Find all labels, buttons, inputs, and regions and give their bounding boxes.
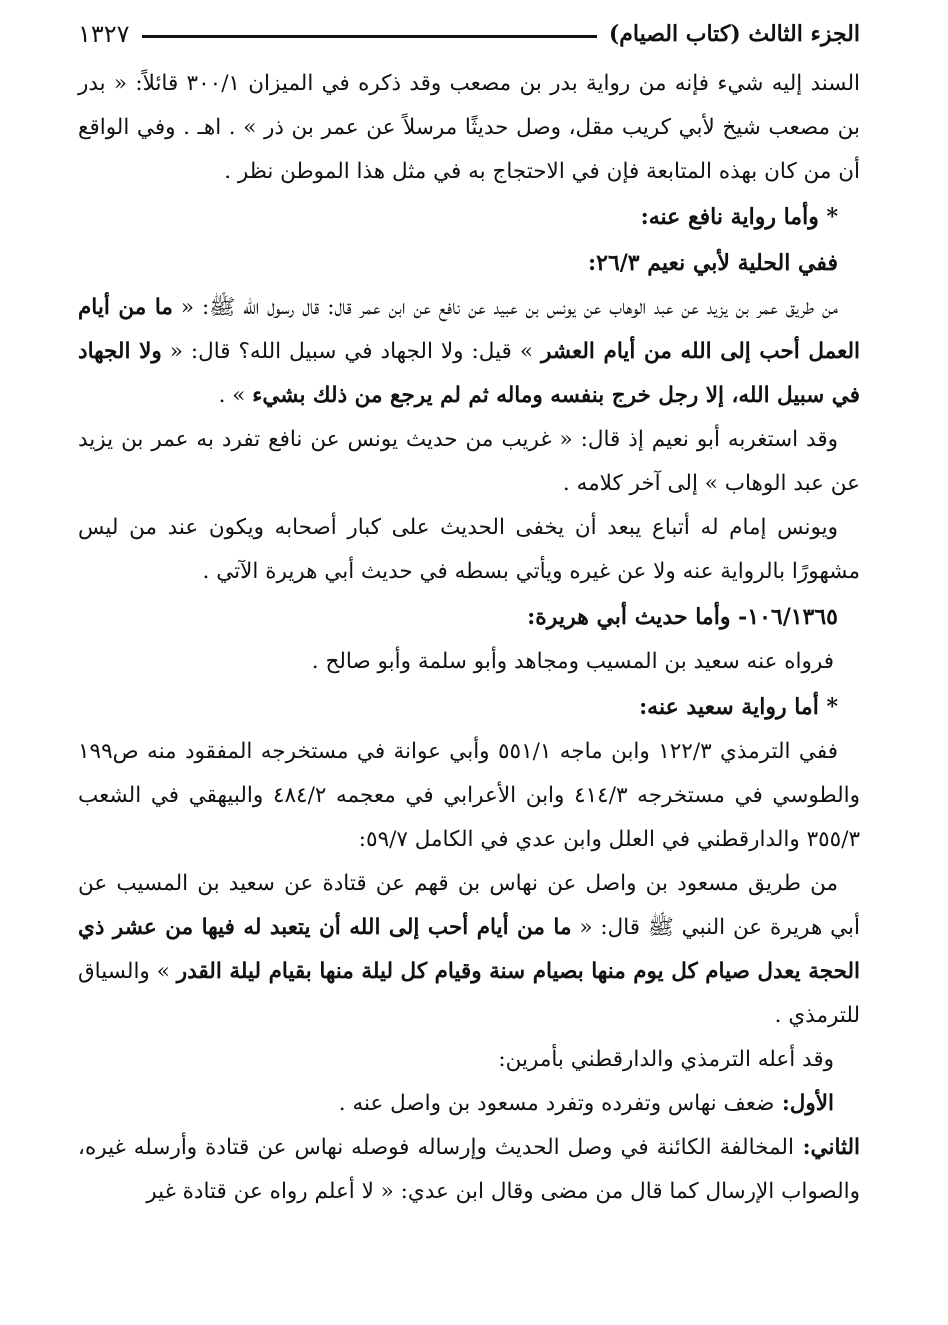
text-run: من طريق مسعود بن واصل عن نهاس بن قهم عن قتادة عن سعيد بن المسيب عن أبي هريرة عن النبي ﷺ قال: « — [78, 871, 861, 940]
hadith-paragraph — [78, 862, 860, 1038]
paragraph — [78, 1038, 860, 1082]
point-second — [78, 1126, 860, 1214]
text-run: وقد استغربه أبو نعيم إذ قال: « غريب من حديث يونس عن نافع تفرد به عمر بن يزيد عن عبد الوهاب » إلى آخر كلامه . — [78, 427, 860, 496]
text-run: ضعف نهاس وتفرده وتفرد مسعود بن واصل عنه . — [338, 1091, 775, 1116]
running-title: الجزء الثالث (كتاب الصيام) — [608, 21, 860, 47]
text-run: المخالفة الكائنة في وصل الحديث وإرساله فوصله نهاس عن قتادة وأرسله غيره، والصواب الإرسال كما قال من مضى وقال ابن عدي: « لا أعلم رواه عن قتادة غير — [78, 1135, 860, 1204]
paragraph — [78, 62, 860, 194]
hadith-text: ما من أيام العمل أحب إلى الله من أيام العشر — [78, 295, 860, 364]
heading-text: ففي الحلية لأبي نعيم ٢٦/٣: — [588, 250, 838, 276]
text-run: فرواه عنه سعيد بن المسيب ومجاهد وأبو سلمة وأبو صالح . — [311, 649, 834, 674]
header-rule — [142, 35, 597, 38]
text-run: » والسياق للترمذي . — [78, 959, 860, 1028]
running-header — [78, 14, 860, 54]
text-run: ويونس إمام له أتباع يبعد أن يخفى الحديث على كبار أصحابه ويكون عند من ليس مشهورًا بالرواية عنه ولا عن غيره ويأتي بسطه في حديث أبي هريرة الآتي . — [78, 515, 860, 584]
paragraph — [78, 640, 860, 684]
page-number: ١٣٢٧ — [78, 20, 130, 48]
text-run: ففي الترمذي ١٢٢/٣ وابن ماجه ٥٥١/١ وأبي عوانة في مستخرجه المفقود منه ص١٩٩ والطوسي في مستخرجه ٤١٤/٣ وابن الأعرابي في معجمه ٤٨٤/٢ والبيهقي في الشعب ٣٥٥/٣ والدارقطني في العلل وابن عدي في الكامل ٥٩/٧: — [78, 739, 860, 852]
section-heading — [78, 194, 860, 240]
text-run: السند إليه شيء فإنه من رواية بدر بن مصعب وقد ذكره في الميزان ٣٠٠/١ قائلاً: « بدر بن مصعب شيخ لأبي كريب مقل، وصل حديثًا مرسلاً عن عمر بن ذر » . اهـ . وفي الواقع أن من كان بهذه المتابعة فإن في الاحتجاج به في مثل هذا الموطن نظر . — [78, 71, 860, 184]
text-run: وقد أعله الترمذي والدارقطني بأمرين: — [498, 1047, 834, 1072]
section-heading — [78, 684, 860, 730]
source-heading — [78, 240, 860, 286]
section-heading — [78, 594, 860, 640]
hadith-text: ما من أيام أحب إلى الله أن يتعبد له فيها من عشر ذي الحجة يعدل صيام كل يوم منها بصيام سنة وقيام كل ليلة منها بقيام ليلة القدر — [78, 915, 861, 984]
text-run: » قيل: ولا الجهاد في سبيل الله؟ قال: « — [161, 339, 541, 364]
point-label: الثاني: — [793, 1135, 861, 1160]
point-first — [78, 1082, 860, 1126]
point-label: الأول: — [774, 1091, 834, 1116]
sources-paragraph — [78, 730, 860, 862]
hadith-text: ولا الجهاد في سبيل الله، إلا رجل خرج بنفسه وماله ثم لم يرجع من ذلك بشيء — [78, 339, 860, 408]
heading-text: ١٠٦/١٣٦٥- وأما حديث أبي هريرة: — [527, 604, 838, 630]
paragraph — [78, 506, 860, 594]
heading-text: * وأما رواية نافع عنه: — [640, 204, 838, 230]
text-run: من طريق عمر بن يزيد عن عبد الوهاب عن يونس بن عبيد عن نافع عن ابن عمر قال: قال رسول الله ﷺ: « — [172, 295, 838, 320]
hadith-paragraph — [78, 286, 860, 418]
heading-text: * أما رواية سعيد عنه: — [639, 694, 838, 720]
body-text — [78, 62, 860, 1214]
paragraph — [78, 418, 860, 506]
text-run: » . — [218, 383, 253, 408]
